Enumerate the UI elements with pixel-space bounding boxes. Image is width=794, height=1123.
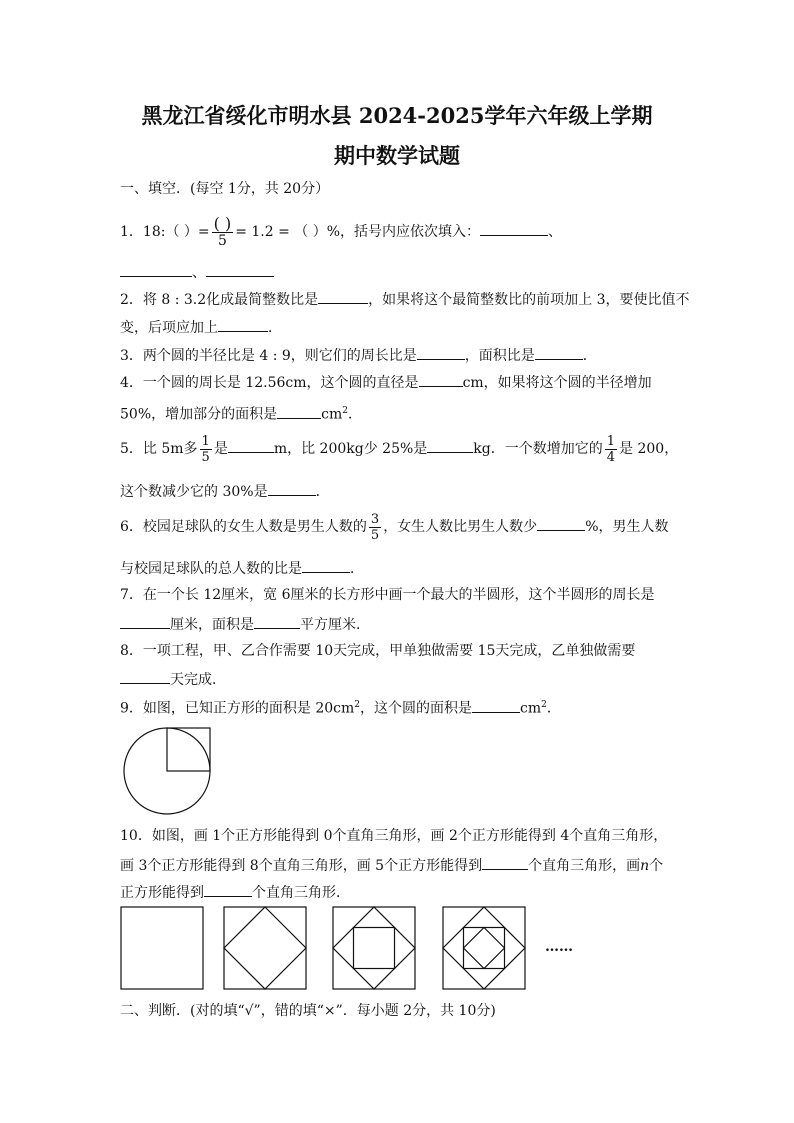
answer-blank[interactable] — [204, 882, 252, 897]
answer-blank[interactable] — [254, 614, 300, 629]
answer-blank[interactable] — [228, 438, 274, 453]
exam-title-line1: 黑龙江省绥化市明水县 2024-2025学年六年级上学期 — [141, 103, 653, 128]
answer-blank[interactable] — [537, 516, 585, 531]
question-6: 6．校园足球队的女生人数是男生人数的 $\frac{3}{5}$ ，女生人数比男生人数少 %，男生人数 — [120, 511, 669, 543]
fraction: $\frac{1}{5}$ — [201, 433, 210, 465]
answer-blank[interactable] — [482, 855, 528, 870]
square-outer — [224, 907, 306, 989]
question-5: 5．比 5m多 $\frac{1}{5}$ 是 m，比 200kg少 25%是 kg．一个数增加它的 $\frac{1}{4}$ 是 200， — [120, 433, 679, 465]
question-2: 2．将 8 : 3.2化成最简整数比是 ，如果将这个最简整数比的前项加上 3，要使比值不 — [120, 289, 690, 309]
question-4: 4．一个圆的周长是 12.56cm，这个圆的直径是 cm，如果将这个圆的半径增加 — [120, 372, 652, 392]
question-5-cont: 这个数减少它的 30%是 ． — [120, 481, 330, 501]
question-1: 1．18:（ ）= $\frac{( )}{5}$ = 1.2 = （ ）%，括号内应依次填入： 、 — [120, 213, 563, 249]
question-2-cont: 变，后项应加上 ． — [120, 317, 282, 337]
answer-blank[interactable] — [535, 345, 583, 360]
fraction: $\frac{1}{4}$ — [606, 433, 616, 465]
square-rotated — [443, 907, 525, 989]
answer-blank[interactable] — [480, 221, 548, 236]
answer-blank[interactable] — [427, 438, 473, 453]
question-3: 3．两个圆的半径比是 4 : 9，则它们的周长比是 ，面积比是 ． — [120, 345, 597, 365]
answer-blank[interactable] — [318, 289, 368, 304]
exam-title-line2: 期中数学试题 — [334, 143, 460, 168]
circle-square-figure — [120, 724, 215, 819]
answer-blank[interactable] — [268, 481, 316, 496]
question-7-cont: 厘米，面积是 平方厘米． — [120, 614, 370, 634]
square-inner — [464, 928, 505, 969]
answer-blank[interactable] — [120, 262, 192, 277]
fraction: $\frac{3}{5}$ — [370, 511, 380, 543]
squares-figure-1 — [120, 906, 206, 992]
square-rotated — [224, 907, 306, 989]
question-6-cont: 与校园足球队的总人数的比是 ． — [120, 558, 364, 578]
squares-figure-2 — [223, 906, 309, 992]
answer-blank[interactable] — [419, 372, 463, 387]
section-1-heading: 一、填空．(每空 1分，共 20分） — [120, 181, 330, 197]
answer-blank[interactable] — [120, 614, 170, 629]
square-rotated-inner — [464, 928, 505, 969]
section-2-heading: 二、判断．(对的填“√”，错的填“×”．每小题 2分，共 10分) — [120, 1003, 496, 1019]
squares-figure-3 — [332, 906, 418, 992]
answer-blank[interactable] — [472, 698, 520, 713]
question-1-cont: 、 — [120, 262, 274, 282]
square-outer — [443, 907, 525, 989]
fraction: $\frac{( )}{5}$ — [213, 213, 232, 249]
square-rotated — [333, 907, 415, 989]
square-outer — [121, 907, 203, 989]
squares-figure-4 — [442, 906, 528, 992]
answer-blank[interactable] — [302, 558, 350, 573]
question-7: 7．在一个长 12厘米，宽 6厘米的长方形中画一个最大的半圆形，这个半圆形的周长是 — [120, 587, 655, 603]
answer-blank[interactable] — [120, 669, 170, 684]
square-inner — [354, 928, 395, 969]
answer-blank[interactable] — [218, 317, 268, 332]
answer-blank[interactable] — [277, 404, 321, 419]
square-outer — [333, 907, 415, 989]
question-10-cont: 画 3个正方形能得到 8个直角三角形，画 5个正方形能得到 个直角三角形，画n个 — [120, 855, 663, 875]
question-10: 10．如图，画 1个正方形能得到 0个直角三角形，画 2个正方形能得到 4个直角三角形， — [120, 828, 668, 844]
question-4-cont: 50%，增加部分的面积是 $cm^2$． — [120, 402, 362, 424]
figure-ellipsis: …… — [545, 939, 573, 955]
question-10-cont2: 正方形能得到 个直角三角形． — [120, 882, 350, 902]
question-8-cont: 天完成． — [120, 669, 226, 689]
question-8: 8．一项工程，甲、乙合作需要 10天完成，甲单独做需要 15天完成，乙单独做需要 — [120, 643, 636, 659]
answer-blank[interactable] — [206, 262, 274, 277]
answer-blank[interactable] — [417, 345, 465, 360]
question-9: 9．如图，已知正方形的面积是 $20cm^2$，这个圆的面积是 $cm^2$． — [120, 696, 561, 718]
